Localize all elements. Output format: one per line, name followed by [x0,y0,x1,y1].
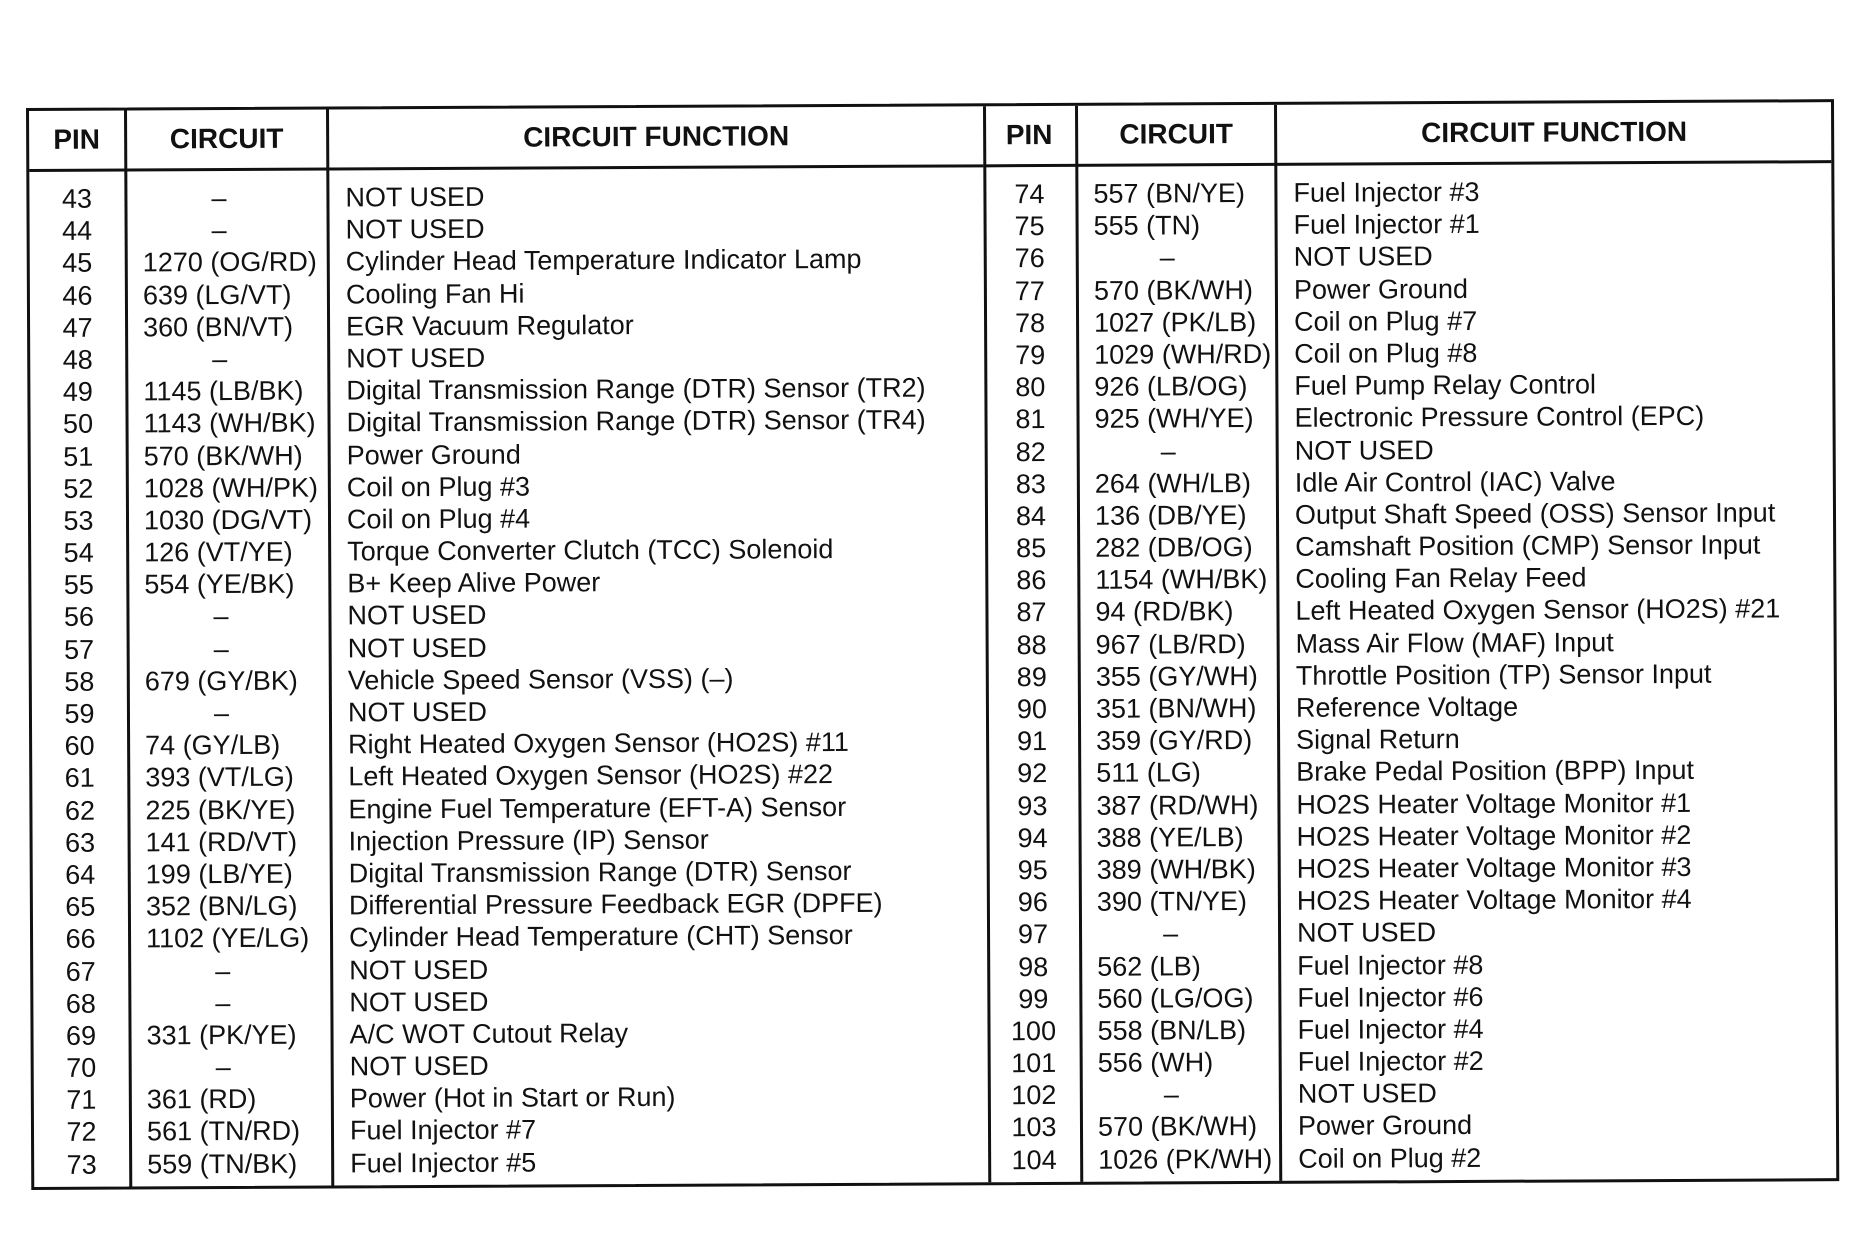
pin-number: 43 [61,183,93,214]
pin-number: 91 [1017,726,1048,757]
left-table [29,106,988,1187]
table-row [986,657,1834,693]
table-row [30,404,984,441]
circuit-function: NOT USED [347,696,488,728]
circuit-function: Idle Air Control (IAC) Valve [1294,465,1616,498]
table-row [987,947,1835,983]
circuit-function: Camshaft Position (CMP) Sensor Input [1295,529,1761,562]
pin-number: 44 [61,215,93,247]
circuit-code: 136 (DB/YE) [1094,499,1247,531]
table-row [29,178,983,215]
circuit-function: Coil on Plug #2 [1298,1142,1482,1174]
circuit-function: Power Ground [1297,1110,1473,1142]
pin-number: 102 [1011,1080,1057,1111]
table-row [985,496,1833,532]
table-row [34,1144,988,1181]
circuit-function: NOT USED [349,954,489,985]
circuit-function: Digital Transmission Range (DTR) Sensor (TR2) [346,372,926,406]
circuit-function: Coil on Plug #8 [1294,337,1478,369]
table-row [31,597,985,634]
circuit-function: Fuel Injector #5 [350,1147,537,1179]
pin-number: 75 [1014,211,1045,242]
circuit-function: NOT USED [1294,434,1434,466]
circuit-function: Fuel Injector #2 [1297,1045,1484,1077]
circuit-code: – [211,215,227,246]
pin-number: 52 [63,473,94,504]
circuit-header: CIRCUIT [1119,118,1233,150]
table-row [985,560,1833,596]
circuit-function: Cylinder Head Temperature Indicator Lamp [345,244,862,277]
table-row [33,919,987,956]
circuit-code: 225 (BK/YE) [145,794,296,825]
table-row [985,593,1833,629]
pinout-table [26,99,1839,1190]
circuit-function: NOT USED [345,213,485,245]
pin-number: 89 [1016,661,1047,692]
circuit-code: 560 (LG/OG) [1097,982,1254,1014]
table-row [33,1015,987,1052]
pin-number: 104 [1011,1144,1057,1175]
circuit-code: 561 (TN/RD) [146,1116,301,1147]
right-rows [983,174,1836,1176]
circuit-function: HO2S Heater Voltage Monitor #1 [1296,787,1692,820]
table-row [984,367,1832,403]
circuit-code: – [215,1052,231,1083]
circuit-code: 554 (YE/BK) [144,568,295,600]
pin-number: 81 [1015,404,1046,435]
circuit-code: 925 (WH/YE) [1094,403,1254,435]
circuit-function: Fuel Injector #6 [1297,981,1484,1013]
circuit-code: 558 (BN/LB) [1097,1014,1247,1046]
table-row [31,436,985,473]
circuit-code: – [212,343,228,375]
pin-number: 84 [1015,500,1047,532]
circuit-function: NOT USED [347,600,487,631]
circuit-code: 555 (TN) [1093,210,1201,241]
pin-number: 97 [1017,919,1049,950]
table-row [984,303,1832,339]
table-row [33,822,987,859]
circuit-code: 282 (DB/OG) [1095,532,1253,563]
pin-number: 62 [64,795,96,826]
table-row [985,528,1833,564]
table-row [984,239,1832,275]
table-row [984,335,1832,371]
table-row [34,1047,988,1084]
table-row [987,979,1835,1015]
pin-number: 55 [63,569,94,601]
circuit-function: NOT USED [347,632,487,664]
circuit-function: Injection Pressure (IP) Sensor [348,824,709,857]
circuit-code: – [1163,1079,1179,1110]
circuit-function: Fuel Injector #1 [1293,209,1480,240]
circuit-code: 1026 (PK/WH) [1098,1143,1273,1175]
circuit-code: 390 (TN/YE) [1096,886,1248,917]
pin-number: 50 [62,408,94,440]
circuit-function: Engine Fuel Temperature (EFT-A) Sensor [348,791,847,824]
circuit-function: NOT USED [346,342,486,374]
circuit-code: 352 (BN/LG) [145,890,298,922]
pin-number: 87 [1016,597,1047,628]
pin-number: 64 [65,859,96,890]
circuit-code: 556 (WH) [1097,1047,1214,1078]
circuit-code: 967 (LB/RD) [1095,628,1246,660]
table-row [985,432,1833,468]
table-row [988,1075,1836,1111]
pin-number: 78 [1014,307,1046,338]
circuit-function: NOT USED [349,1050,489,1082]
pin-number: 56 [63,602,95,633]
table-row [33,951,987,988]
circuit-code: – [1159,242,1175,273]
circuit-function: Signal Return [1296,724,1460,755]
pin-number: 101 [1011,1048,1057,1079]
table-row [32,790,986,827]
pin-number: 61 [64,763,95,794]
table-row [34,1080,988,1117]
table-row [986,689,1834,725]
circuit-code: 355 (GY/WH) [1095,660,1258,692]
pin-number: 69 [65,1020,97,1051]
table-row [30,275,984,312]
circuit-function: Output Shaft Speed (OSS) Sensor Input [1294,497,1776,530]
circuit-code: 679 (GY/BK) [144,665,298,697]
circuit-function: Cylinder Head Temperature (CHT) Sensor [348,920,853,953]
table-row [32,693,986,730]
circuit-function: Left Heated Oxygen Sensor (HO2S) #21 [1295,593,1781,627]
table-row [31,565,985,602]
table-row [983,174,1831,210]
table-row [987,914,1835,950]
circuit-code: – [211,183,227,214]
pin-number: 94 [1017,822,1048,853]
circuit-header: CIRCUIT [169,122,284,155]
pin-number: 86 [1016,565,1047,596]
pin-header: PIN [53,123,101,155]
circuit-function: EGR Vacuum Regulator [345,309,634,342]
pin-number: 88 [1016,629,1047,660]
circuit-function: Fuel Injector #7 [349,1114,537,1146]
circuit-code: 639 (LG/VT) [142,279,292,310]
circuit-function: HO2S Heater Voltage Monitor #2 [1296,819,1692,852]
pin-number: 49 [62,376,93,407]
circuit-code: 388 (YE/LB) [1096,821,1244,853]
pin-number: 80 [1015,372,1046,403]
table-row [988,1043,1836,1079]
table-row [984,271,1832,307]
table-row [32,726,986,763]
table-row [33,983,987,1020]
pin-number: 83 [1015,468,1046,499]
table-row [987,850,1835,886]
table-row [31,532,985,569]
table-row [30,211,984,248]
pin-number: 47 [62,312,93,343]
table-row [986,625,1834,661]
circuit-code: – [213,698,230,729]
table-row [30,243,984,280]
circuit-function: Differential Pressure Feedback EGR (DPFE) [348,887,883,921]
circuit-function-header: CIRCUIT FUNCTION [523,120,790,153]
circuit-code: 264 (WH/LB) [1094,467,1251,499]
circuit-function: Right Heated Oxygen Sensor (HO2S) #11 [348,727,849,760]
circuit-function: Throttle Position (TP) Sensor Input [1295,658,1712,691]
circuit-code: – [213,601,229,632]
circuit-code: 557 (BN/YE) [1093,178,1246,209]
circuit-code: 1027 (PK/LB) [1093,306,1257,338]
circuit-function: NOT USED [1296,917,1437,949]
circuit-function: Electronic Pressure Control (EPC) [1294,401,1705,434]
table-row [30,307,984,344]
pin-number: 58 [64,666,95,697]
pin-number: 59 [64,698,95,729]
circuit-code: 389 (WH/BK) [1096,853,1256,885]
circuit-function: Reference Voltage [1295,691,1519,723]
table-row [32,629,986,666]
circuit-function: NOT USED [1297,1078,1437,1110]
pin-number: 46 [62,280,93,311]
circuit-function-header: CIRCUIT FUNCTION [1421,115,1688,149]
pin-number: 90 [1016,694,1048,725]
circuit-code: 570 (BK/WH) [1097,1111,1258,1143]
circuit-code: 570 (BK/WH) [143,440,303,471]
pin-number: 99 [1018,983,1049,1014]
circuit-function: HO2S Heater Voltage Monitor #4 [1296,883,1692,916]
circuit-code: 1270 (OG/RD) [142,246,317,278]
circuit-code: 1028 (WH/PK) [143,472,318,504]
pin-number: 77 [1014,275,1045,306]
circuit-code: 559 (TN/BK) [147,1148,298,1180]
circuit-function: Mass Air Flow (MAF) Input [1295,626,1614,659]
circuit-function: Digital Transmission Range (DTR) Sensor (TR4) [346,404,926,438]
circuit-function: Digital Transmission Range (DTR) Sensor [348,855,852,889]
circuit-function: Cooling Fan Hi [345,278,525,310]
pin-number: 93 [1017,790,1048,821]
left-rows [29,178,988,1180]
circuit-code: 360 (BN/VT) [142,311,294,343]
circuit-code: – [1160,435,1176,466]
circuit-code: – [215,987,231,1018]
circuit-code: 387 (RD/WH) [1096,789,1259,821]
circuit-function: Coil on Plug #7 [1293,305,1478,337]
pin-number: 98 [1018,951,1049,982]
circuit-code: – [1162,918,1179,949]
circuit-function: NOT USED [1293,241,1433,273]
pin-number: 53 [63,505,94,536]
pin-number: 54 [63,537,94,568]
circuit-function: Fuel Injector #8 [1297,949,1484,981]
circuit-function: Coil on Plug #4 [346,503,531,535]
table-row [984,206,1832,242]
pin-number: 65 [65,891,96,922]
pin-number: 103 [1011,1112,1057,1143]
pin-number: 92 [1017,758,1048,789]
table-row [986,786,1834,822]
pin-number: 60 [64,730,95,762]
circuit-code: 562 (LB) [1097,950,1201,982]
pin-number: 74 [1014,179,1045,210]
table-row [987,1011,1835,1047]
circuit-code: 126 (VT/YE) [144,536,293,568]
table-row [988,1108,1836,1144]
pin-number: 96 [1017,887,1048,918]
table-row [33,886,987,923]
circuit-code: 393 (VT/LG) [145,762,294,793]
circuit-function: Power Ground [1293,273,1469,305]
pin-number: 70 [66,1052,97,1083]
circuit-function: Vehicle Speed Sensor (VSS) (–) [347,663,734,696]
table-row [987,882,1835,918]
pin-number: 51 [63,441,94,472]
pin-number: 68 [65,988,96,1019]
pin-number: 72 [66,1117,97,1148]
table-row [33,854,987,891]
table-row [987,818,1835,854]
circuit-code: 359 (GY/RD) [1096,725,1253,756]
circuit-code: 199 (LB/YE) [145,858,293,890]
pin-number: 73 [66,1149,97,1180]
table-row [32,758,986,795]
circuit-function: Fuel Pump Relay Control [1294,369,1597,401]
table-row [988,1140,1836,1176]
circuit-function: Fuel Injector #4 [1297,1013,1484,1045]
pin-header: PIN [1005,118,1053,151]
table-row [986,754,1834,790]
circuit-code: 1143 (WH/BK) [143,407,316,439]
right-table [983,102,1836,1182]
pin-number: 48 [62,344,93,375]
table-row [986,721,1834,757]
circuit-function: B+ Keep Alive Power [347,567,601,599]
table-row [34,1112,988,1149]
pin-number: 57 [64,634,95,665]
table-row [30,371,984,408]
pin-number: 71 [66,1084,97,1116]
circuit-code: 94 (RD/BK) [1095,596,1234,628]
circuit-function: Coil on Plug #3 [346,471,531,503]
circuit-code: 1145 (LB/BK) [143,375,304,407]
pin-number: 82 [1015,436,1046,467]
circuit-function: Fuel Injector #3 [1293,176,1480,208]
pin-number: 100 [1010,1015,1057,1047]
pin-number: 79 [1015,339,1046,371]
circuit-code: – [215,955,231,986]
pin-number: 63 [64,827,96,858]
circuit-code: 1154 (WH/BK) [1095,564,1268,596]
table-row [31,468,985,505]
circuit-function: Torque Converter Clutch (TCC) Solenoid [347,534,834,567]
pin-number: 76 [1014,243,1045,274]
table-row [30,339,984,376]
pin-number: 45 [62,248,93,279]
circuit-code: 331 (PK/YE) [146,1019,297,1051]
table-row [984,399,1832,435]
circuit-code: 1029 (WH/RD) [1094,338,1272,370]
circuit-code: 141 (RD/VT) [145,826,298,858]
circuit-code: 570 (BK/WH) [1093,274,1254,306]
circuit-function: A/C WOT Cutout Relay [349,1017,629,1050]
circuit-function: Cooling Fan Relay Feed [1295,562,1587,595]
table-row [31,500,985,537]
circuit-code: 361 (RD) [146,1084,257,1115]
table-row [985,464,1833,500]
pin-number: 85 [1016,533,1047,564]
circuit-function: NOT USED [345,181,485,213]
circuit-code: 74 (GY/LB) [145,729,281,761]
circuit-code: 511 (LG) [1096,757,1201,789]
circuit-function: Left Heated Oxygen Sensor (HO2S) #22 [348,759,834,792]
pin-number: 67 [65,956,96,987]
circuit-function: Power Ground [346,439,521,470]
circuit-code: 1030 (DG/VT) [143,504,313,536]
circuit-code: – [213,633,229,664]
circuit-function: NOT USED [349,986,489,1018]
pin-number: 66 [65,923,96,955]
table-row [32,661,986,698]
circuit-function: Brake Pedal Position (BPP) Input [1296,755,1695,788]
circuit-code: 1102 (YE/LG) [145,922,310,954]
circuit-function: Power (Hot in Start or Run) [349,1082,676,1114]
circuit-code: 926 (LB/OG) [1094,371,1248,402]
circuit-code: 351 (BN/WH) [1095,692,1257,724]
circuit-function: HO2S Heater Voltage Monitor #3 [1296,851,1692,884]
pin-number: 95 [1017,854,1048,886]
